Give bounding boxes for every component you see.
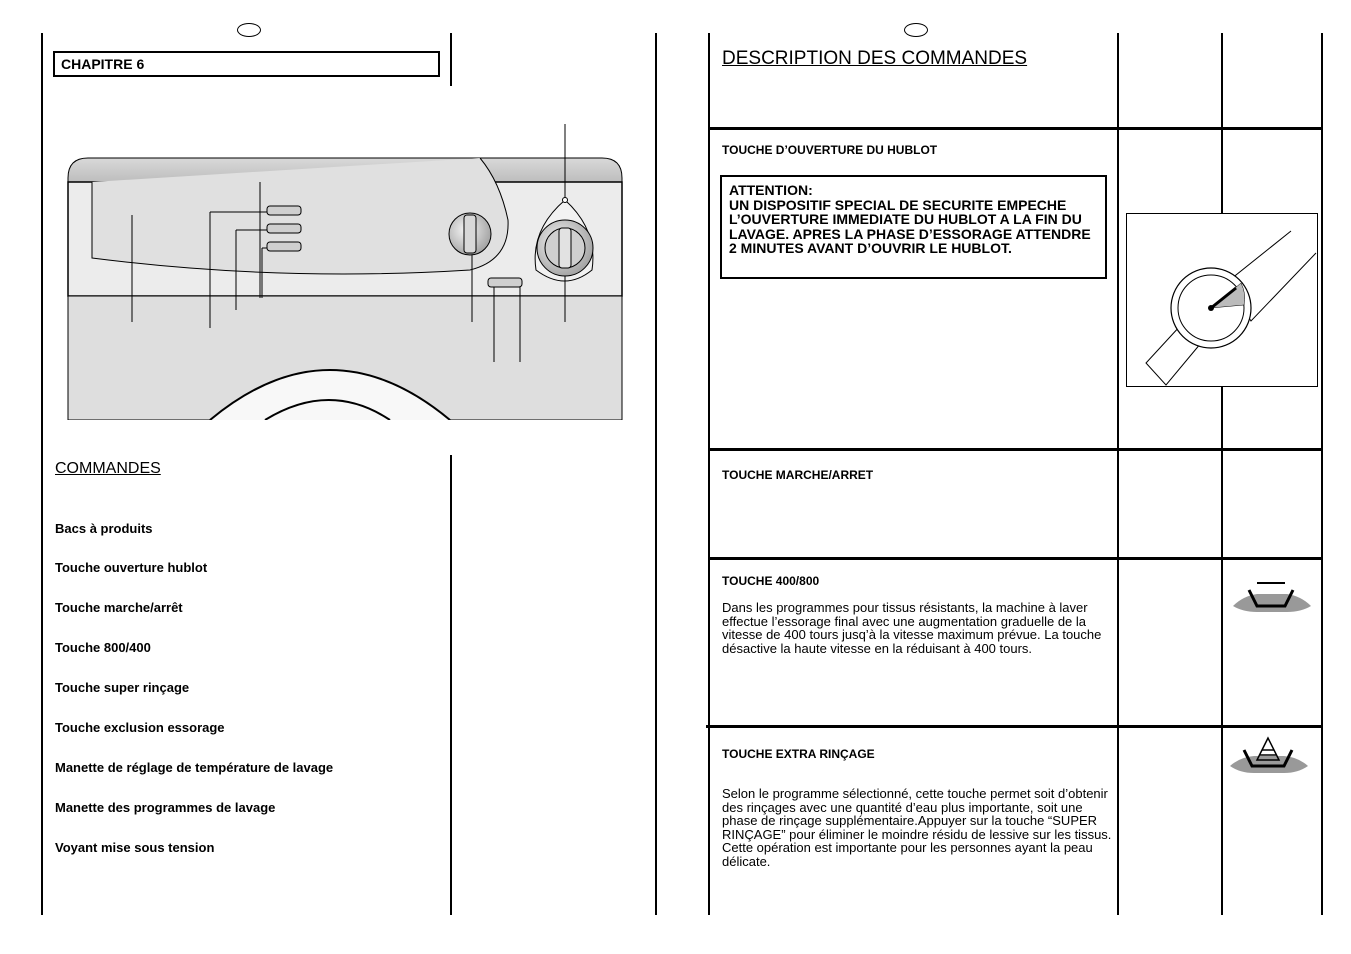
command-item-5: Touche super rinçage (55, 680, 190, 695)
row-divider-3 (708, 557, 1323, 560)
command-item-1: Bacs à produits (55, 521, 153, 536)
timer-knob-icon (1126, 213, 1318, 387)
section-title-rinse: TOUCHE EXTRA RINÇAGE (722, 747, 875, 761)
description-heading: DESCRIPTION DES COMMANDES (722, 48, 1028, 69)
row-divider-1 (708, 127, 1323, 130)
left-header-divider (450, 33, 452, 86)
right-column-divider-2 (1221, 33, 1223, 915)
section-text-spin: Dans les programmes pour tissus résistants, la machine à laver effectue l’essorage final avec une augmentation graduelle de la vitesse de 400 tours jusq’à la vitesse maximum prévue. La touche désactive la haute vitesse en la réduisant à 400 tours. (722, 600, 1102, 656)
page-marker-left (237, 23, 261, 37)
extra-rinse-basin-icon (1226, 736, 1310, 776)
right-outer-line (1321, 33, 1323, 915)
chapter-title: CHAPITRE 6 (53, 51, 440, 77)
right-margin-line (708, 33, 710, 915)
attention-text: UN DISPOSITIF SPECIAL DE SECURITE EMPECHE L’OUVERTURE IMMEDIATE DU HUBLOT A LA FIN DU LAVAGE. APRES LA PHASE D’ESSORAGE ATTENDRE 2 MINUTES AVANT D’OUVRIR LE HUBLOT. (729, 196, 1091, 256)
page-marker-right (904, 23, 928, 37)
attention-label: ATTENTION: (729, 182, 813, 198)
row-divider-4 (706, 725, 1321, 728)
row-divider-2 (708, 448, 1323, 451)
command-item-4: Touche 800/400 (55, 640, 151, 655)
command-item-7: Manette de réglage de température de lavage (55, 760, 334, 775)
section-title-onoff: TOUCHE MARCHE/ARRET (722, 468, 874, 482)
left-margin-line (41, 33, 43, 915)
washing-machine-panel-illustration (60, 120, 630, 420)
command-item-3: Touche marche/arrêt (55, 600, 183, 615)
section-title-door: TOUCHE D’OUVERTURE DU HUBLOT (722, 143, 938, 157)
command-item-8: Manette des programmes de lavage (55, 800, 276, 815)
spin-basin-icon (1229, 578, 1313, 614)
left-column-divider (450, 455, 452, 915)
right-column-divider-1 (1117, 33, 1119, 915)
page-gutter-line (655, 33, 657, 915)
command-item-6: Touche exclusion essorage (55, 720, 225, 735)
section-text-rinse: Selon le programme sélectionné, cette touche permet soit d’obtenir des rinçages avec une quantité d’eau plus importante, soit une phase de rinçage supplémentaire.Appuyer sur la touche “SUPER RINÇAGE” pour éliminer le moindre résidu de lessive sur les tissus. Cette opération est importante pour les personnes ayant la peau délicate. (722, 786, 1112, 869)
attention-box (720, 175, 1107, 279)
command-item-9: Voyant mise sous tension (55, 840, 215, 855)
commands-heading: COMMANDES (55, 460, 161, 477)
section-title-spin: TOUCHE 400/800 (722, 574, 820, 588)
command-item-2: Touche ouverture hublot (55, 560, 208, 575)
